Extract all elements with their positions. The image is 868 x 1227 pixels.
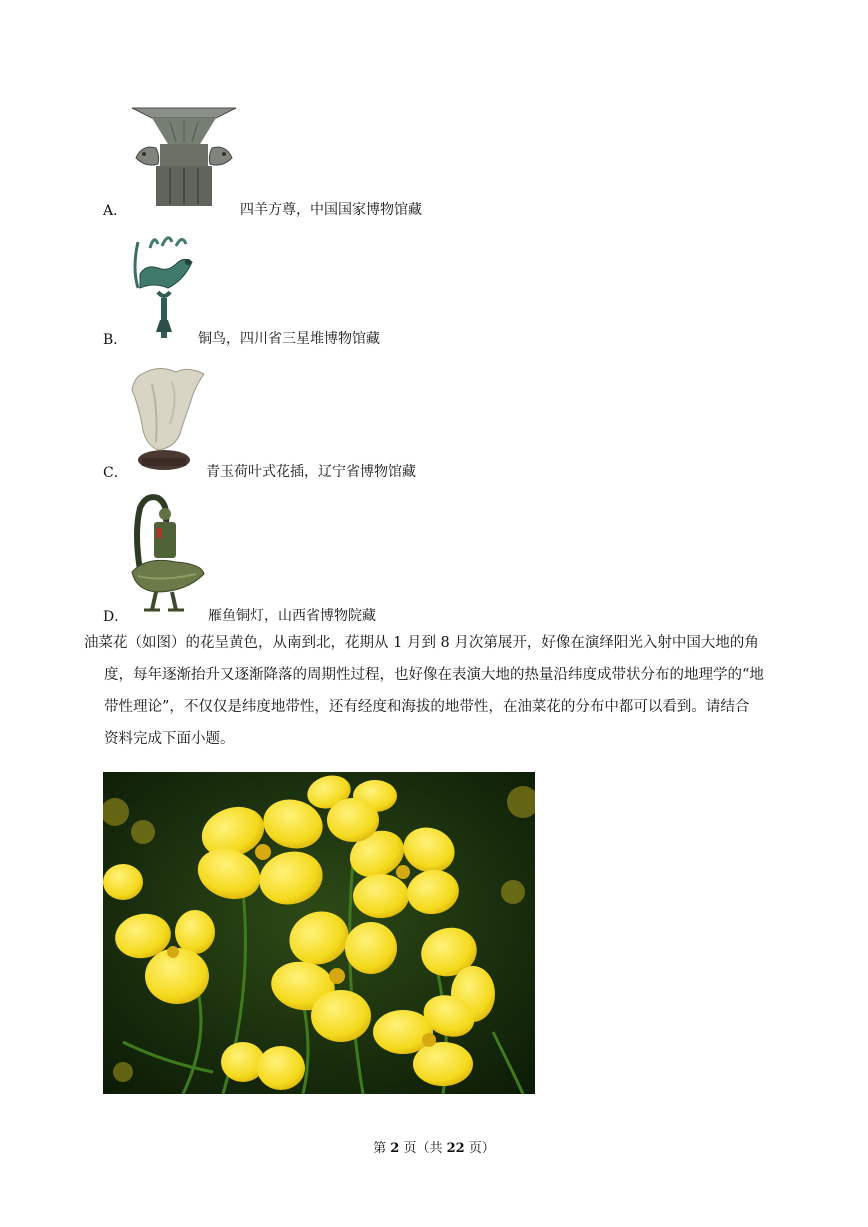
reading-passage: [84, 627, 788, 755]
footer-total-pages: 22: [446, 1141, 465, 1156]
option-d-letter: D．: [103, 609, 129, 625]
option-c-letter: C．: [103, 465, 128, 481]
passage-line: 资料完成下面小题。: [104, 731, 235, 747]
option-d-caption: 雁鱼铜灯，山西省博物院藏: [208, 608, 376, 624]
bronze-square-zun-icon: [130, 104, 238, 210]
jade-lotus-vase-icon: [128, 364, 206, 472]
passage-line: 带性理论”，不仅仅是纬度地带性，还有经度和海拔的地带性，在油菜花的分布中都可以看到。请结合: [104, 699, 750, 715]
option-b-caption: 铜鸟，四川省三星堆博物馆藏: [198, 331, 380, 347]
rapeseed-flower-photo: [103, 772, 535, 1094]
passage-line: 油菜花（如图）的花呈黄色，从南到北，花期从 1 月到 8 月次第展开，好像在演绎阳光入射中国大地的角: [84, 635, 759, 651]
option-a-letter: A．: [103, 203, 128, 219]
passage-line: 度，每年逐渐抬升又逐渐降落的周期性过程，也好像在表演大地的热量沿纬度成带状分布的地理学的“地: [104, 667, 764, 683]
footer-prefix: 第: [373, 1141, 391, 1156]
option-c-caption: 青玉荷叶式花插，辽宁省博物馆藏: [206, 464, 416, 480]
goose-fish-lamp-icon: [126, 492, 208, 616]
footer-page-number: 2: [390, 1141, 400, 1156]
page-footer: [0, 1137, 868, 1156]
option-a-caption: 四羊方尊，中国国家博物馆藏: [240, 202, 422, 218]
footer-suffix: 页）: [464, 1141, 495, 1156]
bronze-bird-icon: [128, 228, 200, 340]
footer-middle: 页（共: [399, 1141, 447, 1156]
option-b-letter: B．: [103, 332, 128, 348]
